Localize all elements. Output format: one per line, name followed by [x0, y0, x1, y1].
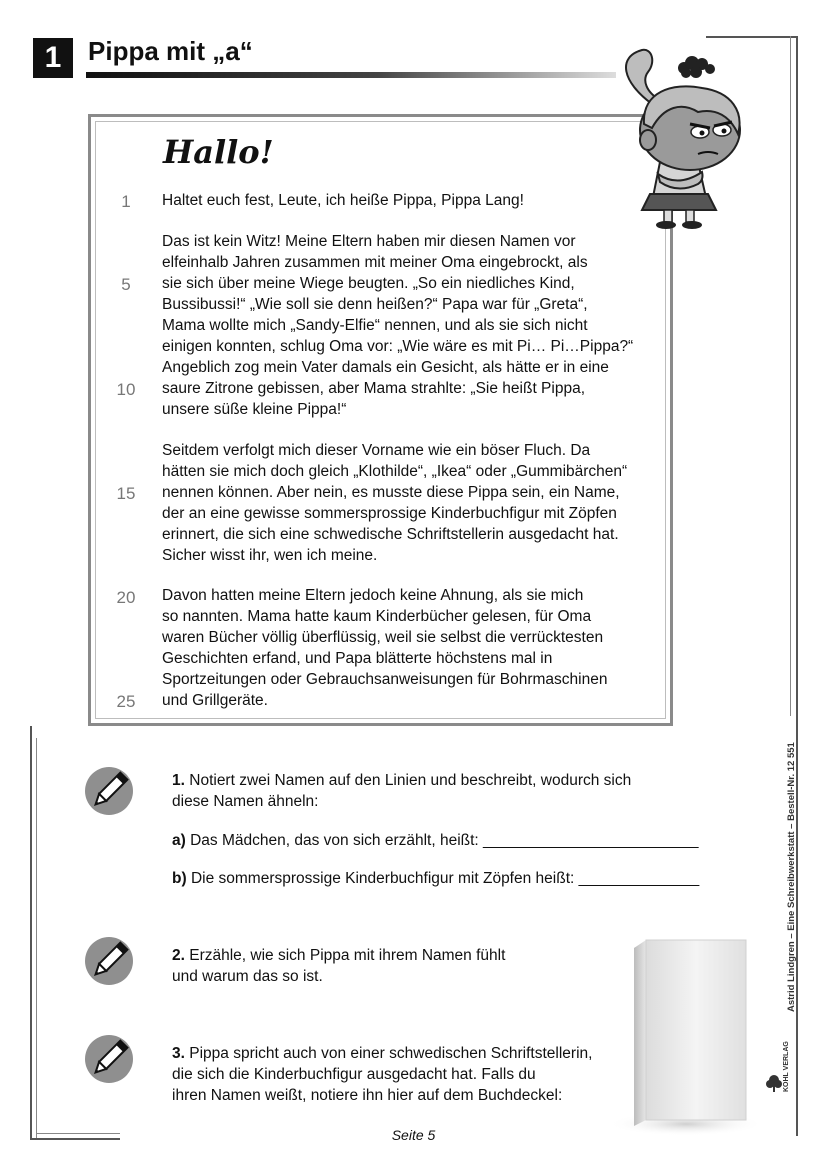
story-line: Geschichten erfand, und Papa blätterte höchstens mal in	[162, 650, 553, 667]
line-number: 5	[121, 275, 131, 294]
task-number: 2.	[172, 947, 185, 964]
story-line: Davon hatten meine Eltern jedoch keine Ahnung, als sie mich	[162, 587, 584, 604]
line-number: 15	[116, 484, 136, 503]
story-line: nennen können. Aber nein, es musste diese Pippa sein, ein Name,	[162, 484, 620, 501]
story-line: der an eine gewisse sommersprossige Kinderbuchfigur mit Zöpfen	[162, 505, 617, 522]
story-heading: Hallo!	[163, 133, 274, 171]
book-illustration[interactable]	[606, 936, 766, 1136]
task-text: und warum das so ist.	[172, 968, 323, 985]
story-line: Seitdem verfolgt mich dieser Vorname wie ein böser Fluch. Da	[162, 442, 591, 459]
story-line: Mama wollte mich „Sandy-Elfie“ nennen, und als sie sich nicht	[162, 317, 588, 334]
imprint-text: Astrid Lindgren – Eine Schreibwerkstatt – Bestell-Nr. 12 551	[786, 742, 797, 1012]
story-line: so nannten. Mama hatte kaum Kinderbücher gelesen, für Oma	[162, 608, 592, 625]
task-1	[172, 770, 732, 812]
story-line: Sicher wisst ihr, wen ich meine.	[162, 547, 378, 564]
frame-rule-left	[30, 726, 32, 1140]
frame-rule-left-inner	[36, 738, 37, 1140]
frame-rule-right-inner	[790, 36, 791, 716]
story-line: Sportzeitungen oder Gebrauchsanweisungen für Bohrmaschinen	[162, 671, 608, 688]
logo-text: KOHL VERLAG	[783, 1041, 790, 1092]
frame-rule-top-right	[706, 36, 798, 38]
pencil-icon	[84, 766, 134, 816]
girl-illustration	[612, 42, 762, 232]
task-number: 3.	[172, 1045, 185, 1062]
page-number: Seite 5	[391, 1127, 436, 1143]
answer-line-name-girl[interactable]: Das Mädchen, das von sich erzählt, heißt: _________________________	[190, 832, 699, 849]
story-line: sie sich über meine Wiege beugten. „So ein niedliches Kind,	[162, 275, 575, 292]
story-line: elfeinhalb Jahren zusammen mit meiner Oma eingebrockt, als	[162, 254, 588, 271]
task-text: Erzähle, wie sich Pippa mit ihrem Namen fühlt	[189, 947, 506, 964]
task-text: Pippa spricht auch von einer schwedischen Schriftstellerin,	[189, 1045, 593, 1062]
story-line: hätten sie mich doch gleich „Klothilde“, „Ikea“ oder „Gummibärchen“	[162, 463, 628, 480]
story-line: saure Zitrone gebissen, aber Mama strahlte: „Sie heißt Pippa,	[162, 380, 586, 397]
answer-line-name-character[interactable]: Die sommersprossige Kinderbuchfigur mit Zöpfen heißt: ______________	[190, 870, 700, 887]
story-line: Haltet euch fest, Leute, ich heiße Pippa, Pippa Lang!	[162, 192, 524, 209]
line-number: 1	[121, 192, 131, 211]
line-number: 20	[116, 588, 136, 607]
side-imprint	[778, 730, 808, 1020]
story-paragraph	[162, 231, 672, 420]
task-sub-label: b)	[172, 870, 187, 887]
story-paragraph	[162, 585, 672, 711]
story-line: Angeblich zog mein Vater damals ein Gesicht, als hätte er in eine	[162, 359, 609, 376]
story-paragraph	[162, 190, 672, 211]
pencil-icon	[84, 936, 134, 986]
story-line: unsere süße kleine Pippa!“	[162, 401, 347, 418]
story-line: Das ist kein Witz! Meine Eltern haben mir diesen Namen vor	[162, 233, 576, 250]
page-title: Pippa mit „a“	[88, 36, 253, 66]
task-text: die sich die Kinderbuchfigur ausgedacht hat. Falls du	[172, 1066, 536, 1083]
tree-logo-icon	[764, 1022, 798, 1094]
task-text: diese Namen ähneln:	[172, 793, 319, 810]
pencil-icon	[84, 1034, 134, 1084]
chapter-number: 1	[33, 38, 73, 78]
task-1a	[172, 830, 732, 851]
story-line: Bussibussi!“ „Wie soll sie denn heißen?“ Papa war für „Greta“,	[162, 296, 588, 313]
story-line: und Grillgeräte.	[162, 692, 268, 709]
story-line: waren Bücher völlig überflüssig, weil sie selbst die verrücktesten	[162, 629, 604, 646]
task-3	[172, 1043, 622, 1106]
line-number: 10	[116, 380, 136, 399]
task-text: ihren Namen weißt, notiere ihn hier auf dem Buchdeckel:	[172, 1087, 563, 1104]
story-paragraph	[162, 440, 672, 566]
task-number: 1.	[172, 772, 185, 789]
task-1b	[172, 868, 732, 889]
task-sub-label: a)	[172, 832, 186, 849]
title-underline	[86, 72, 616, 78]
story-line: erinnert, die sich eine schwedische Schriftstellerin ausgedacht hat.	[162, 526, 619, 543]
line-number: 25	[116, 692, 136, 711]
story-line: einigen konnten, schlug Oma vor: „Wie wäre es mit Pi… Pi…Pippa?“	[162, 338, 634, 355]
task-text: Notiert zwei Namen auf den Linien und beschreibt, wodurch sich	[189, 772, 632, 789]
